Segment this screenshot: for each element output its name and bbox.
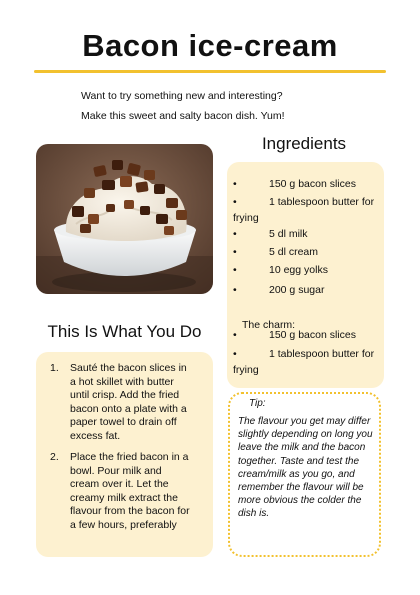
ingredients-box <box>227 162 384 388</box>
step-text: Place the fried bacon in a bowl. Pour milk and cream over it. Let the creamy milk extract the flavour from the bacon for a few hours, preferably <box>70 451 190 531</box>
list-item: • 1 tablespoon butter for frying <box>233 348 375 376</box>
list-item: • 200 g sugar <box>233 284 325 296</box>
list-item: • 150 g bacon slices <box>233 329 356 341</box>
tip-text: The flavour you get may differ slightly depending on long you leave the milk and the bacon together. Taste and test the cream/milk as you go, and remember the flavour will be more obvious the colder the dish is. <box>238 416 373 520</box>
page-title: Bacon ice-cream <box>82 28 338 63</box>
list-item: • 1 tablespoon butter for frying <box>233 196 375 224</box>
intro-line: Make this sweet and salty bacon dish. Yum! <box>81 110 285 122</box>
title-divider <box>34 70 386 73</box>
list-item: • 5 dl milk <box>233 228 308 240</box>
list-item: • 150 g bacon slices <box>233 178 356 190</box>
steps-list <box>50 362 208 540</box>
steps-heading: This Is What You Do <box>47 322 202 341</box>
list-item: • 5 dl cream <box>233 246 319 258</box>
tip-box <box>228 392 381 557</box>
intro-line: Want to try something new and interesting? <box>81 90 283 102</box>
list-item: • 10 egg yolks <box>233 264 328 276</box>
tip-label: Tip: <box>249 398 266 409</box>
bacon-ice-cream-photo <box>36 144 213 294</box>
ingredients-heading: Ingredients <box>261 134 347 153</box>
steps-box <box>36 352 213 557</box>
step-item <box>50 451 190 532</box>
step-item <box>50 362 190 443</box>
step-text: Sauté the bacon slices in a hot skillet with butter until crisp. Add the fried bacon onto a plate with a paper towel to drain off excess fat. <box>70 362 187 442</box>
charm-label: The charm: <box>242 319 296 331</box>
step-number: 1. <box>50 362 59 374</box>
intro-text <box>81 86 381 126</box>
step-number: 2. <box>50 451 59 463</box>
